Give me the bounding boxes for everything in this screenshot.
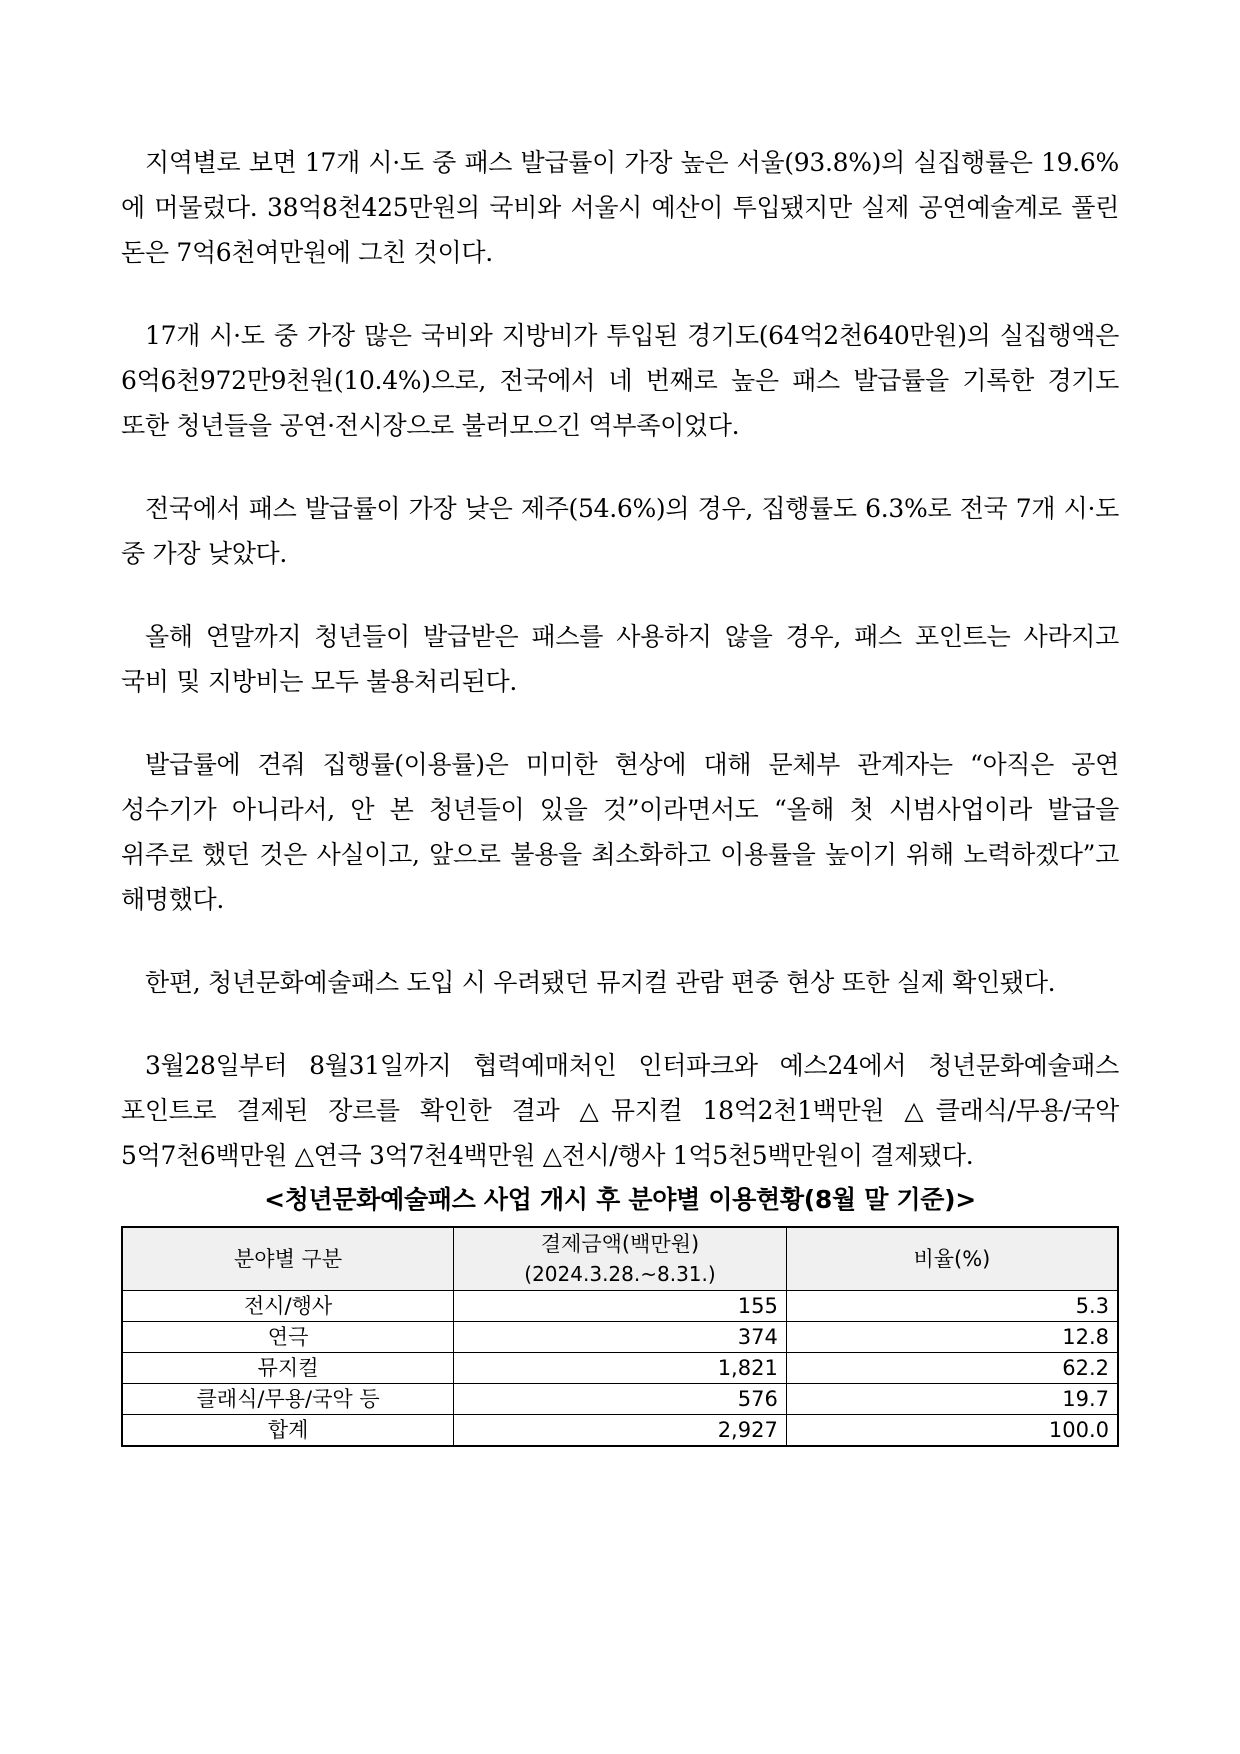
header-amount — [454, 1227, 787, 1291]
row-category: 클래식/무용/국악 등 — [122, 1384, 454, 1415]
row-ratio: 12.8 — [786, 1322, 1118, 1353]
document-page — [121, 140, 1119, 1447]
row-amount: 155 — [454, 1291, 787, 1322]
table-row — [122, 1384, 1118, 1415]
header-amount-period: (2024.3.28.~8.31.) — [524, 1262, 716, 1286]
paragraph-musical-bias: 한편, 청년문화예술패스 도입 시 우려됐던 뮤지컬 관람 편중 현상 또한 실제 확인됐다. — [145, 968, 1056, 997]
row-amount: 374 — [454, 1322, 787, 1353]
header-amount-label: 결제금액(백만원) — [540, 1232, 700, 1256]
table-row — [122, 1353, 1118, 1384]
table-row — [122, 1291, 1118, 1322]
paragraph-jeju: 전국에서 패스 발급률이 가장 낮은 제주(54.6%)의 경우, 집행률도 6.3%로 전국 7개 시·도 중 가장 낮았다. — [121, 494, 1119, 568]
usage-table — [121, 1226, 1119, 1447]
header-ratio: 비율(%) — [786, 1227, 1118, 1291]
total-category: 합계 — [122, 1415, 454, 1447]
header-category: 분야별 구분 — [122, 1227, 454, 1291]
row-ratio: 5.3 — [786, 1291, 1118, 1322]
paragraph-ministry-response: 발급률에 견줘 집행률(이용률)은 미미한 현상에 대해 문체부 관계자는 “아직은 공연 성수기가 아니라서, 안 본 청년들이 있을 것”이라면서도 “올해 첫 시범사업이라 발급을 위주로 했던 것은 사실이고, 앞으로 불용을 최소화하고 이용률을 높이기 위해 노력하겠다”고 해명했다. — [121, 750, 1119, 914]
table-header-row — [122, 1227, 1118, 1291]
row-ratio: 62.2 — [786, 1353, 1118, 1384]
table-caption: <청년문화예술패스 사업 개시 후 분야별 이용현황(8월 말 기준)> — [264, 1185, 976, 1214]
row-amount: 1,821 — [454, 1353, 787, 1384]
total-ratio: 100.0 — [786, 1415, 1118, 1447]
row-ratio: 19.7 — [786, 1384, 1118, 1415]
paragraph-seoul: 지역별로 보면 17개 시·도 중 패스 발급률이 가장 높은 서울(93.8%)의 실집행률은 19.6%에 머물렀다. 38억8천425만원의 국비와 서울시 예산이 투입됐지만 실제 공연예술계로 풀린 돈은 7억6천여만원에 그친 것이다. — [121, 148, 1119, 267]
row-category: 전시/행사 — [122, 1291, 454, 1322]
row-amount: 576 — [454, 1384, 787, 1415]
paragraph-genre-results: 3월28일부터 8월31일까지 협력예매처인 인터파크와 예스24에서 청년문화예술패스 포인트로 결제된 장르를 확인한 결과 △뮤지컬 18억2천1백만원 △클래식/무용/국악 5억7천6백만원 △연극 3억7천4백만원 △전시/행사 1억5천5백만원이 결제됐다. — [121, 1051, 1119, 1170]
row-category: 연극 — [122, 1322, 454, 1353]
total-amount: 2,927 — [454, 1415, 787, 1447]
row-category: 뮤지컬 — [122, 1353, 454, 1384]
paragraph-year-end: 올해 연말까지 청년들이 발급받은 패스를 사용하지 않을 경우, 패스 포인트는 사라지고 국비 및 지방비는 모두 불용처리된다. — [121, 622, 1119, 696]
table-row — [122, 1322, 1118, 1353]
paragraph-gyeonggi: 17개 시·도 중 가장 많은 국비와 지방비가 투입된 경기도(64억2천640만원)의 실집행액은 6억6천972만9천원(10.4%)으로, 전국에서 네 번째로 높은 패스 발급률을 기록한 경기도 또한 청년들을 공연·전시장으로 불러모으긴 역부족이었다. — [121, 321, 1119, 440]
table-total-row — [122, 1415, 1118, 1447]
